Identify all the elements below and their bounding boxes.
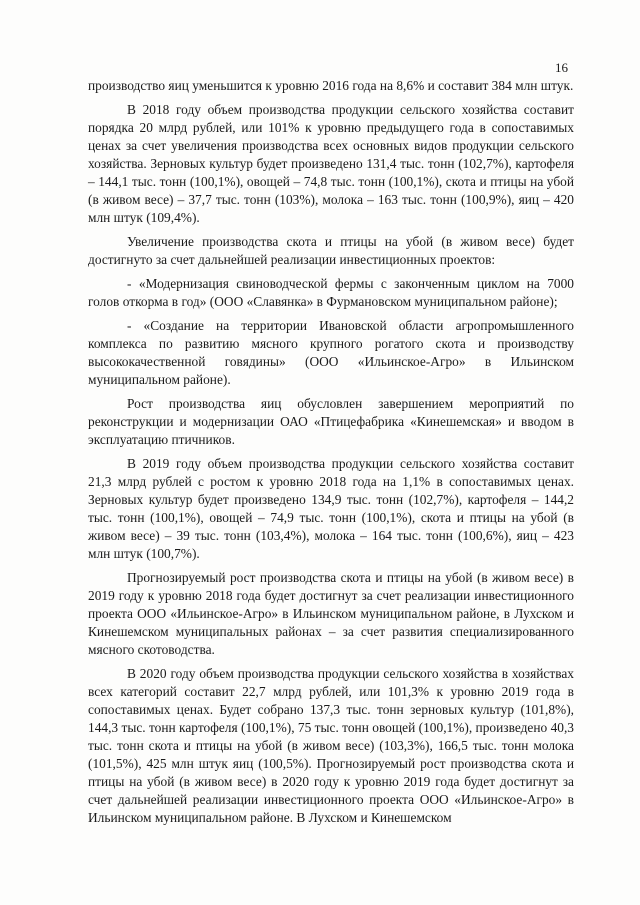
list-item-2: - «Создание на территории Ивановской области агропромышленного комплекса по развитию мясного крупного рогатого скота и производству высококачественной говядины» (ООО «Ильинское-Агро» в Ильинском муниципальном районе). (88, 318, 574, 387)
paragraph-7: В 2020 году объем производства продукции сельского хозяйства в хозяйствах всех категорий составит 22,7 млрд рублей, или 101,3% к уровню 2019 года в сопоставимых ценах. Будет собрано 137,3 тыс. тонн зерновых культур (101,8%), 144,3 тыс. тонн картофеля (100,1%), 75 тыс. тонн овощей (100,1%), произведено 40,3 тыс. тонн скота и птицы на убой (в живом весе) (103,3%), 166,5 тыс. тонн молока (101,5%), 425 млн штук яиц (100,5%). Прогнозируемый рост производства скота и птицы на убой (в живом весе) в 2020 году к уровню 2019 года будет достигнут за счет дальнейшей реализации инвестиционного проекта ООО «Ильинское-Агро» в Ильинском муниципальном районе. В Лухском и Кинешемском (88, 666, 574, 825)
paragraph-3: Увеличение производства скота и птицы на убой (в живом весе) будет достигнуто за счет дальнейшей реализации инвестиционных проектов: (88, 234, 574, 267)
paragraph-2: В 2018 году объем производства продукции сельского хозяйства составит порядка 20 млрд рублей, или 101% к уровню предыдущего года в сопоставимых ценах за счет увеличения производства всех основных видов продукции сельского хозяйства. Зерновых культур будет произведено 131,4 тыс. тонн (102,7%), картофеля – 144,1 тыс. тонн (100,1%), овощей – 74,8 тыс. тонн (100,1%), скота и птицы на убой (в живом весе) – 37,7 тыс. тонн (103%), молока – 163 тыс. тонн (100,9%), яиц – 420 млн штук (109,4%). (88, 102, 574, 225)
paragraph-6: Прогнозируемый рост производства скота и птицы на убой (в живом весе) в 2019 году к уровню 2018 года будет достигнут за счет реализации инвестиционного проекта ООО «Ильинское-Агро» в Ильинском муниципальном районе, в Лухском и Кинешемском муниципальных районах – за счет развития специализированного мясного скотоводства. (88, 570, 574, 657)
paragraph-5: В 2019 году объем производства продукции сельского хозяйства составит 21,3 млрд рублей с ростом к уровню 2018 года на 1,1% в сопоставимых ценах. Зерновых культур будет произведено 134,9 тыс. тонн (102,7%), картофеля – 144,2 тыс. тонн (100,1%), овощей – 74,9 тыс. тонн (100,1%), скота и птицы на убой (в живом весе) – 39 тыс. тонн (103,4%), молока – 164 тыс. тонн (100,6%), яиц – 423 млн штук (100,7%). (88, 456, 574, 561)
list-item-1: - «Модернизация свиноводческой фермы с законченным циклом на 7000 голов откорма в год» (ООО «Славянка» в Фурмановском муниципальном районе); (88, 276, 574, 309)
paragraph-4: Рост производства яиц обусловлен завершением мероприятий по реконструкции и модернизации ОАО «Птицефабрика «Кинешемская» и вводом в эксплуатацию птичников. (88, 396, 574, 447)
page-number: 16 (555, 60, 568, 75)
document-body (88, 77, 574, 827)
paragraph-1: производство яиц уменьшится к уровню 2016 года на 8,6% и составит 384 млн штук. (88, 78, 574, 93)
